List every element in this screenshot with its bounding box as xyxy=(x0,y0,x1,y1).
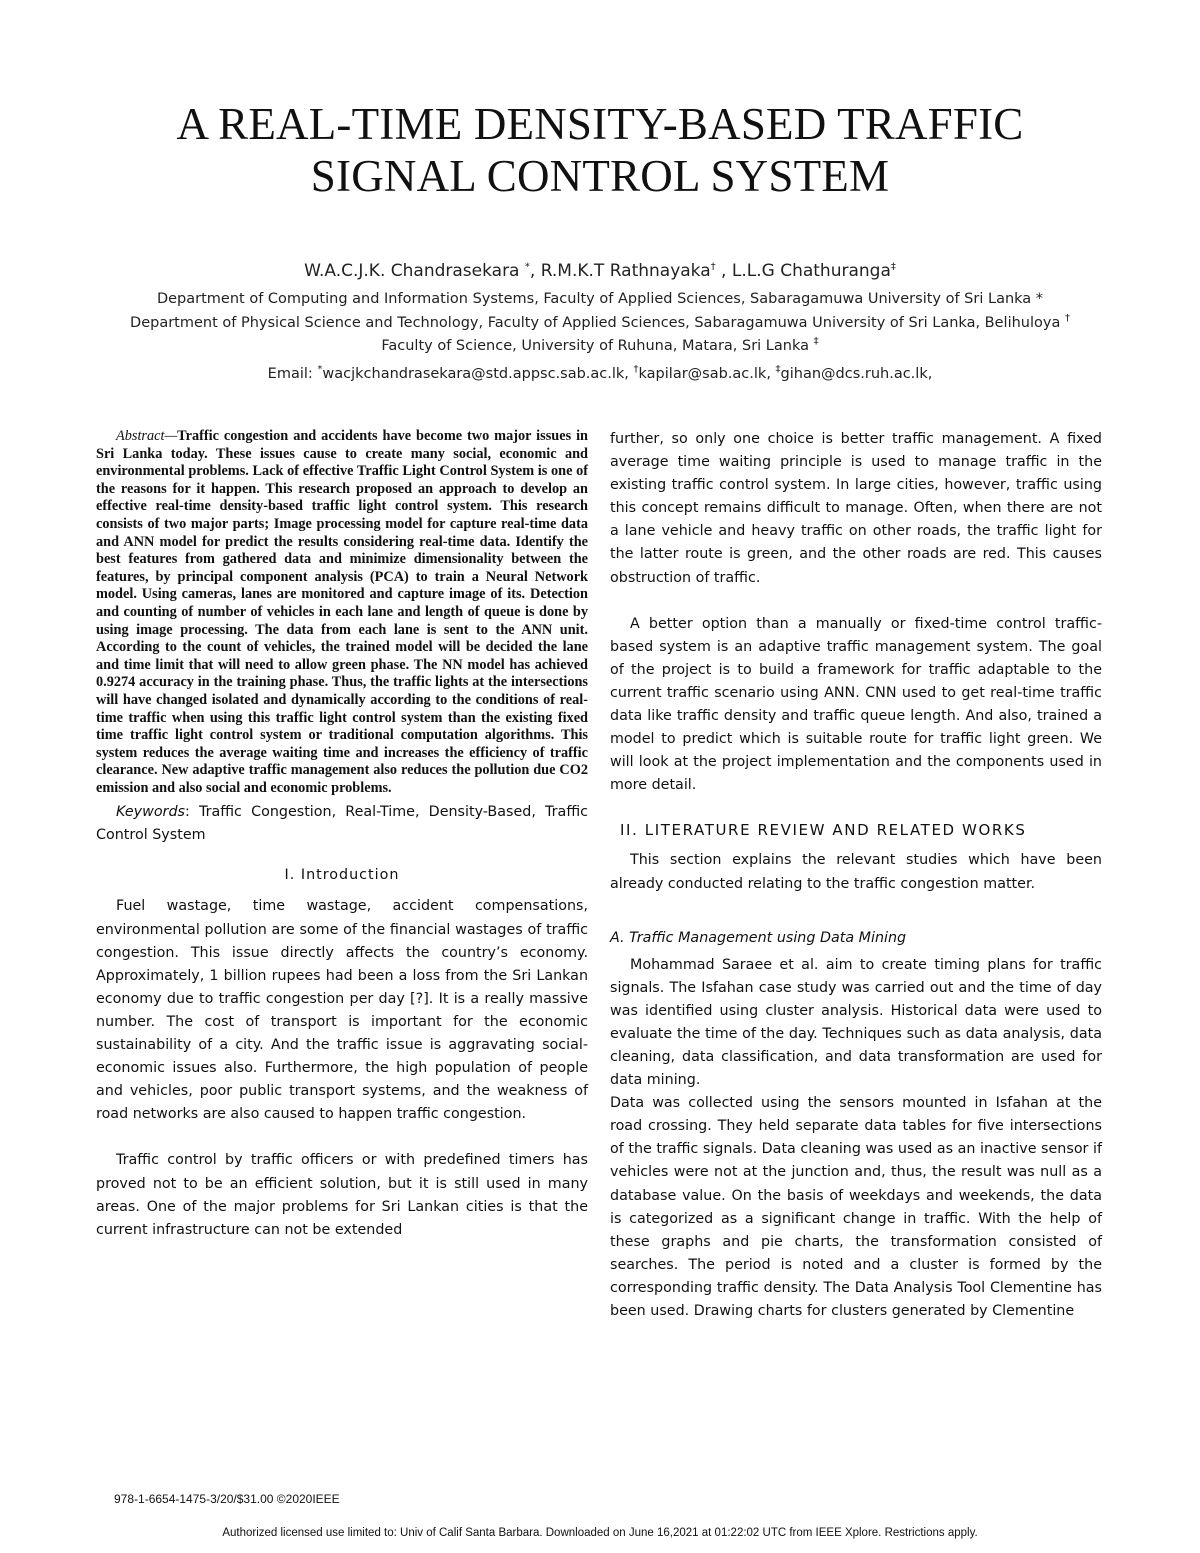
affiliation-3-text: Faculty of Science, University of Ruhuna, Matara, Sri Lanka xyxy=(381,338,809,354)
author-1-mark: * xyxy=(524,261,530,273)
right-column xyxy=(610,428,1102,1323)
affiliation-3-mark: ‡ xyxy=(813,336,819,348)
title-line-1: A REAL-TIME DENSITY-BASED TRAFFIC xyxy=(176,99,1024,149)
author-2: , R.M.K.T Rathnayaka xyxy=(529,261,711,281)
title-line-2: SIGNAL CONTROL SYSTEM xyxy=(310,151,890,201)
affiliation-1: Department of Computing and Information Systems, Faculty of Applied Sciences, Sabaragamuwa University of Sri Lanka * xyxy=(156,291,1044,307)
email-2-mark: † xyxy=(633,363,639,375)
left-column xyxy=(96,428,588,1242)
section-heading-literature: II. LITERATURE REVIEW AND RELATED WORKS xyxy=(620,821,1027,840)
email-2[interactable]: kapilar@sab.ac.lk, xyxy=(638,365,776,382)
keywords-text: : Traffic Congestion, Real-Time, Density-Based, Traffic Control System xyxy=(96,804,588,844)
intro-paragraph-3: A better option than a manually or fixed-time control traffic-based system is an adaptive traffic management system. The goal of the project is to build a framework for traffic adaptable to the current traffic scenario using ANN. CNN used to get real-time traffic data like traffic density and traffic queue length. And also, trained a model to predict which is suitable route for traffic light green. We will look at the project implementation and the components used in more detail. xyxy=(610,615,1102,794)
intro-paragraph-2-continued: further, so only one choice is better traffic management. A fixed average time waiting principle is used to manage traffic in the existing traffic control system. In large cities, however, traffic using this concept remains difficult to manage. Often, when there are not a lane vehicle and heavy traffic on other roads, the traffic light for the latter route is green, and the other roads are red. This causes obstruction of traffic. xyxy=(610,431,1102,586)
email-label: Email: xyxy=(267,365,318,382)
abstract-lead: Abstract— xyxy=(116,428,178,444)
author-block xyxy=(60,258,1140,387)
affiliation-2 xyxy=(60,312,1140,336)
intro-paragraph-1: Fuel wastage, time wastage, accident compensations, environmental pollution are some of the financial wastages of traffic congestion. This issue directly affects the country’s economy. Approximately, 1 billion rupees had been a loss from the Sri Lankan economy due to traffic congestion per day [?]. It is a really massive number. The cost of transport is important for the economic sustainability of a city. And the traffic issue is aggravating social-economic issues also. Furthermore, the high population of people and vehicles, poor public transport systems, and the weakness of road networks are also caused to happen traffic congestion. xyxy=(96,898,588,1123)
paragraph-gap xyxy=(610,590,1102,613)
abstract-body: Traffic congestion and accidents have become two major issues in Sri Lanka today. These issues cause to create many social, economic and environmental problems. Lack of effective Traffic Light Control System is one of the reasons for it happen. This research proposed an approach to develop an effective real-time density-based traffic light control system. This research consists of two major parts; Image processing model for capture real-time data and ANN model for predict the results considering real-time data. Identify the best features from gathered data and minimize dimensionality between the features, by principal component analysis (PCA) to train a Neural Network model. Using cameras, lanes are monitored and capture image of its. Detection and counting of number of vehicles in each lane and length of queue is done by using image processing. The data from each lane is sent to the ANN unit. According to the count of vehicles, the trained model will be decided the lane and time limit that will need to allow green phase. The NN model has achieved 0.9274 accuracy in the training phase. Thus, the traffic lights at the intersections will have changed isolated and dynamically according to the conditions of real-time traffic when using this traffic light control system than the existing fixed time traffic light control system or traditional computation algorithms. This system reduces the average waiting time and increases the efficiency of traffic clearance. New adaptive traffic management also reduces the pollution due CO2 emission and also social and economic problems. xyxy=(96,428,588,796)
copyright-notice: 978-1-6654-1475-3/20/$31.00 ©2020IEEE xyxy=(114,1492,340,1506)
author-list xyxy=(60,258,1140,284)
email-1-mark: * xyxy=(317,363,323,375)
affiliation-2-text: Department of Physical Science and Technology, Faculty of Applied Sciences, Sabaragamuwa University of Sri Lanka, Belihuloya xyxy=(130,314,1061,331)
paragraph-gap xyxy=(96,1126,588,1149)
author-1: W.A.C.J.K. Chandrasekara xyxy=(304,261,520,281)
intro-paragraph-2: Traffic control by traffic officers or with predefined timers has proved not to be an efficient solution, but it is still used in many areas. One of the major problems for Sri Lankan cities is that the current infrastructure can not be extended xyxy=(96,1152,588,1238)
email-1[interactable]: wacjkchandrasekara@std.appsc.sab.ac.lk, xyxy=(322,365,634,382)
data-mining-paragraph-1: Mohammad Saraee et al. aim to create timing plans for traffic signals. The Isfahan case study was carried out and the time of day was identified using cluster analysis. Historical data were used to evaluate the time of the day. Techniques such as data analysis, data cleaning, data classification, and data transformation are used for data mining. xyxy=(610,956,1102,1089)
affiliation-3 xyxy=(60,335,1140,359)
subsection-heading-data-mining: A. Traffic Management using Data Mining xyxy=(610,929,907,946)
affiliation-2-mark: † xyxy=(1064,312,1070,324)
author-2-mark: † xyxy=(710,261,716,273)
literature-paragraph-1: This section explains the relevant studies which have been already conducted relating to the traffic congestion matter. xyxy=(610,852,1102,892)
email-line xyxy=(60,361,1140,387)
keywords xyxy=(96,801,588,847)
author-3: , L.L.G Chathuranga xyxy=(715,261,891,281)
section-heading-introduction: I. Introduction xyxy=(284,867,400,884)
author-3-mark: ‡ xyxy=(890,261,896,273)
email-3-mark: ‡ xyxy=(775,363,781,375)
keywords-label: Keywords xyxy=(116,804,185,821)
email-3[interactable]: gihan@dcs.ruh.ac.lk, xyxy=(780,365,933,382)
license-footer: Authorized licensed use limited to: Univ of Calif Santa Barbara. Downloaded on June 16,2021 at 01:22:02 UTC from IEEE Xplore. Restrictions apply. xyxy=(222,1527,978,1539)
paper-title xyxy=(80,98,1120,202)
abstract xyxy=(96,428,588,797)
data-mining-paragraph-2: Data was collected using the sensors mounted in Isfahan at the road crossing. They held separate data tables for five intersections of the traffic signals. Data cleaning was used as an inactive sensor if vehicles were not at the junction and, thus, the result was null as a database value. On the basis of weekdays and weekends, the data is categorized as a significant change in traffic. With the help of these graphs and pie charts, the transformation consisted of searches. The period is noted and a cluster is formed by the corresponding traffic density. The Data Analysis Tool Clementine has been used. Drawing charts for clusters generated by Clementine xyxy=(610,1095,1102,1319)
